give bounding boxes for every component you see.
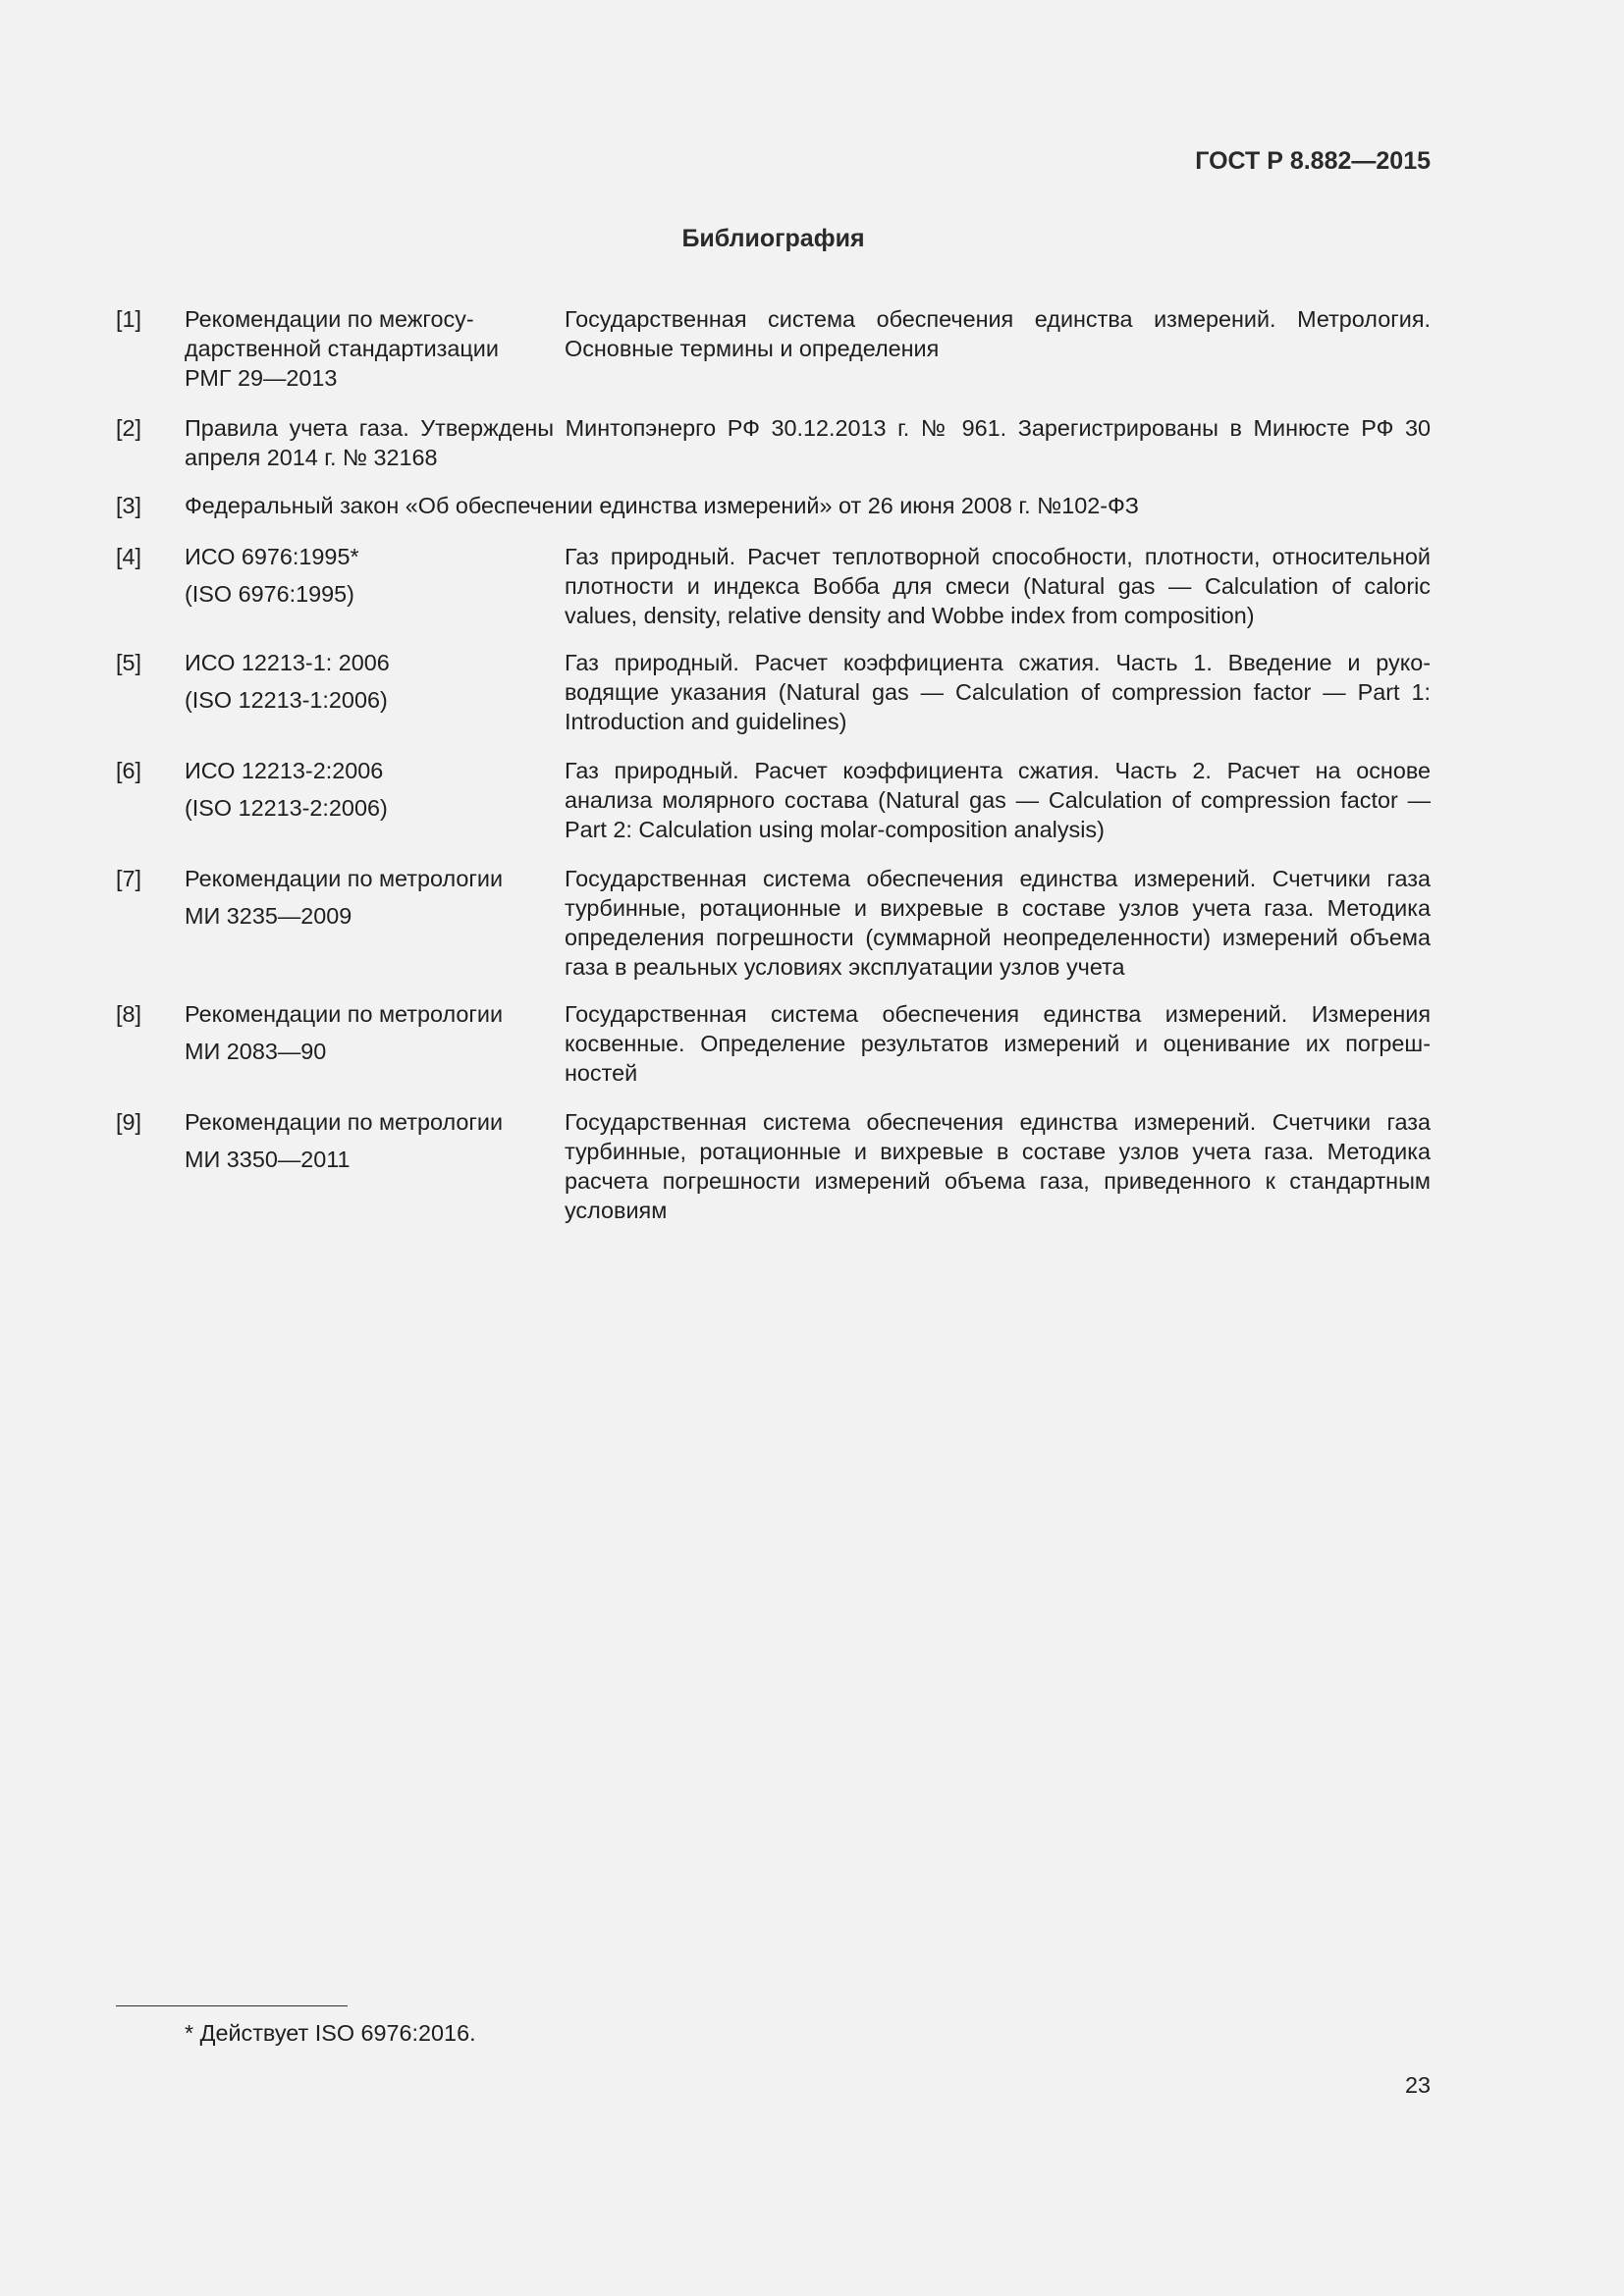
entry-source [185,999,538,1066]
entry-description: Государственная система обеспечения единства измерений. Счетчики газа турбинные, ротационные и вихревые в составе узлов учета газа. Методика определения погрешности (суммарной неопределенности) измерений объема газа в реальных условиях эксплуатации узлов учета [565,866,1431,980]
footnote: * Действует ISO 6976:2016. [185,2020,476,2046]
entry-number: [8] [116,1001,142,1027]
entry-source-line: ИСО 6976:1995* [185,544,359,569]
entry-source [185,542,538,609]
entry-description: Газ природный. Расчет коэффициента сжатия. Часть 1. Введение и руководящие указания (Natural gas — Calculation of compression factor — Part 1: Introduction and guidelines) [565,650,1431,734]
entry-number: [3] [116,493,142,518]
entry-source-line: Рекомендации по метрологии [185,866,504,891]
page-number: 23 [1404,2072,1431,2098]
entry-source-line: МИ 3350—2011 [185,1147,351,1172]
entry-source-line: ИСО 12213-2:2006 [185,758,384,783]
entry-source [185,304,538,393]
entry-source [185,1107,538,1174]
entry-description: Газ природный. Расчет коэффициента сжатия. Часть 2. Расчет на основе анализа молярного состава (Natural gas — Calculation of compression factor — Part 2: Calculation using molar-composition analysis) [565,758,1431,842]
entry-source [185,648,538,715]
entry-description: Государственная система обеспечения единства измерений. Измерения косвенные. Определение результатов измерений и оценивание их погрешностей [565,1001,1431,1086]
entry-full-text: Правила учета газа. Утверждены Минтопэнерго РФ 30.12.2013 г. № 961. Зарегистрированы в Минюсте РФ 30 апреля 2014 г. № 32168 [185,415,1431,470]
entry-number: [7] [116,866,142,891]
entry-number: [2] [116,415,142,441]
entry-source-line: (ISO 12213-2:2006) [185,795,388,821]
entry-source-line: дарственной стандартизации [185,336,499,361]
entry-description: Государственная система обеспечения единства измерений. Счетчики газа турбинные, ротационные и вихревые в составе узлов учета газа. Методика расчета погрешности измерений объема газа, приведенного к стандартным условиям [565,1109,1431,1223]
entry-source [185,864,538,931]
entry-source-line: Рекомендации по метрологии [185,1109,504,1135]
entry-source-line: (ISO 12213-1:2006) [185,687,388,713]
entry-source-line: Рекомендации по межгосу- [185,306,474,332]
entry-source-line: Рекомендации по метрологии [185,1001,504,1027]
entry-source-line: МИ 3235—2009 [185,903,352,929]
entry-number: [4] [116,544,142,569]
entry-number: [5] [116,650,142,675]
entry-full-text: Федеральный закон «Об обеспечении единства измерений» от 26 июня 2008 г. №102-ФЗ [185,493,1139,518]
bibliography-title: Библиография [681,225,865,252]
footnote-divider [116,2005,348,2006]
entry-source-line: (ISO 6976:1995) [185,581,354,607]
entry-description: Государственная система обеспечения единства измерений. Метрология. Основные термины и определения [565,306,1431,361]
entry-source-line: РМГ 29—2013 [185,365,338,391]
entry-number: [9] [116,1109,142,1135]
document-code: ГОСТ Р 8.882—2015 [1195,147,1431,175]
entry-source [185,756,538,823]
entry-source-line: ИСО 12213-1: 2006 [185,650,390,675]
entry-number: [6] [116,758,142,783]
entry-number: [1] [116,306,142,332]
entry-description: Газ природный. Расчет теплотворной способности, плотности, относительной плотности и индекса Вобба для смеси (Natural gas — Calculation of caloric values, density, relative density and Wobbe index from composition) [565,544,1431,628]
entry-source-line: МИ 2083—90 [185,1039,327,1064]
